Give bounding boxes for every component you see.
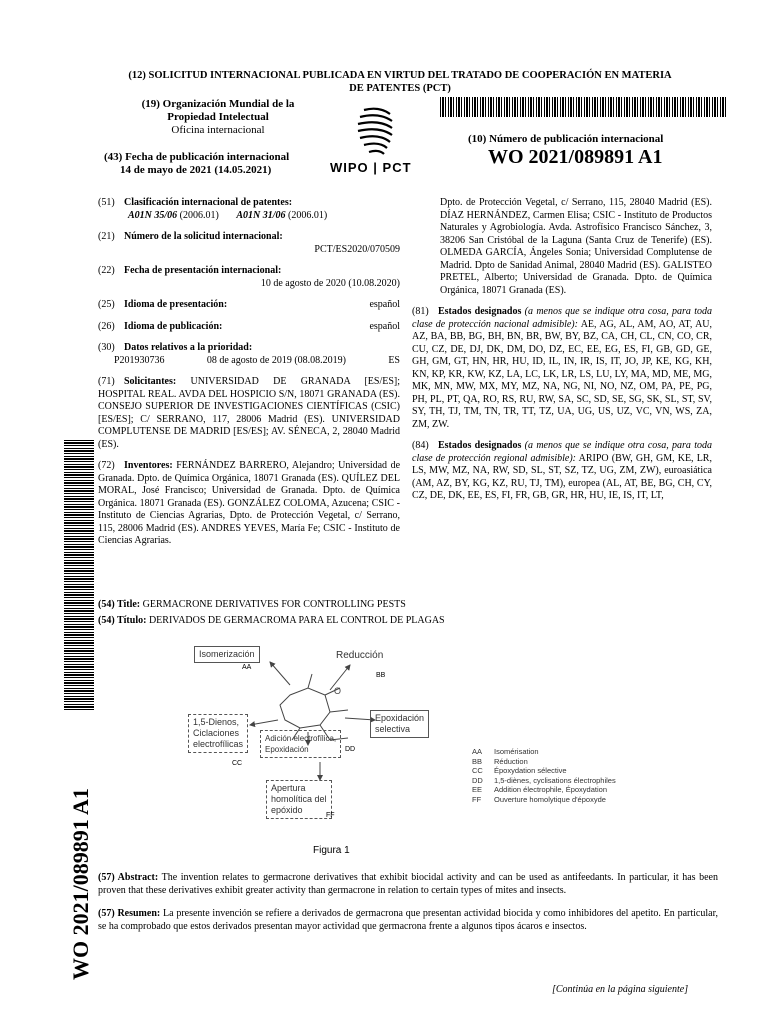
left-column xyxy=(98,197,400,557)
legend-item: FF Ouverture homolytique d'époxyde xyxy=(472,794,606,804)
inventors-continued: Dpto. de Protección Vegetal, c/ Serrano, 115, 28040 Madrid (ES). DÍAZ HERNÁNDEZ, Carmen Elisa; CSIC - Instituto de Productos Naturales y Agrobiología. Avda. Astrofísico Francisco Sánchez, 3, 38206 San Cristóbal de la Laguna (Santa Cruz de Tenerife) (ES). OLMEDA GARCÍA, Ángeles Sonia; Universidad Complutense de Madrid. Dpto de Sanidad Animal, 28040 Madrid (ES). GALISTEO PRETEL, Alberto; Universidad de Granada. Dpto. de Química Orgánica, 18071 Granada (ES). xyxy=(440,197,712,296)
pct-header-line2: DE PATENTES (PCT) xyxy=(349,83,451,94)
fig-code-ff: FF xyxy=(326,812,335,819)
field-51: (51) Clasificación internacional de patentes: A01N 35/06 (2006.01) A01N 31/06 (2006.01) xyxy=(98,197,328,221)
fig-code-cc: CC xyxy=(232,760,243,767)
org-num: (19) xyxy=(141,98,160,110)
fig-reduccion: Reducción xyxy=(336,650,384,661)
right-column xyxy=(412,197,712,512)
publication-barcode xyxy=(440,97,728,117)
fig-code-bb: BB xyxy=(376,672,386,679)
pubdate-value: 14 de mayo de 2021 (14.05.2021) xyxy=(120,164,272,176)
field-71: (71) Solicitantes: UNIVERSIDAD DE GRANADA [ES/ES]; HOSPITAL REAL. AVDA DEL HOSPICIO S/N, 18071 GRANADA (ES). CONSEJO SUPERIOR DE INVESTIGACIONES CIENTÍFICAS (CSIC) [ES/ES]; C/ SERRANO, 117, 28006 Madrid (ES). UNIVERSIDAD COMPLUTENSE DE MADRID [ES/ES]; AV. SÉNECA, 2, 28040 Madrid (ES). xyxy=(98,376,400,450)
continued-note: [Continúa en la página siguiente] xyxy=(552,984,689,995)
figure-legend xyxy=(472,747,616,804)
legend-item: EE Addition électrophile, Époxydation xyxy=(472,785,607,794)
pubnum-value: WO 2021/089891 A1 xyxy=(488,146,663,168)
abstract-es: (57) Resumen: La presente invención se refiere a derivados de germacrona que presentan actividad biocida y como inhibidores del apetito. En particular, se ha comprobado que estos derivados presentan mayor actividad que germacrona frente a algunos tipos ácaros e insectos. xyxy=(98,908,718,932)
field-30: (30) Datos relativos a la prioridad: P201930736 08 de agosto de 2019 (08.08.2019) ES xyxy=(98,342,400,366)
field-84: (84) Estados designados (a menos que se indique otra cosa, para toda clase de protección regional admisible): ARIPO (BW, GH, GM, KE, LR, LS, MW, MZ, NA, RW, SD, SL, ST, SZ, TZ, UG, ZM, ZW), euroasiática (AM, AZ, BY, KG, KZ, RU, TJ, TM), europea (AL, AT, BE, BG, CH, CY, CZ, DE, DK, EE, ES, FI, FR, GB, GR, HR, HU, IE, IS, IT, LT, xyxy=(412,440,712,501)
field-81: (81) Estados designados (a menos que se indique otra cosa, para toda clase de protección nacional admisible): AE, AG, AL, AM, AO, AT, AU, AZ, BA, BB, BG, BH, BN, BR, BW, BY, BZ, CA, CH, CL, CN, CO, CR, CU, CZ, DE, DJ, DK, DM, DO, DZ, EC, EE, EG, ES, FI, GB, GD, GE, GH, GM, GT, HN, HR, HU, ID, IL, IN, IR, IS, IT, JO, JP, KE, KG, KH, KN, KP, KR, KW, KZ, LA, LC, LK, LR, LS, LU, LY, MA, MD, ME, MG, MK, MN, MW, MX, MY, MZ, NA, NG, NI, NO, NZ, OM, PA, PE, PG, PH, PL, PT, QA, RO, RS, RU, RW, SA, SC, SD, SE, SG, SK, SL, ST, SV, SY, TH, TJ, TM, TN, TR, TT, TZ, UA, UG, US, UZ, VC, VN, WS, ZA, ZM, ZW. xyxy=(412,306,713,430)
org-line3: Oficina internacional xyxy=(171,124,265,136)
legend-item: BB Réduction xyxy=(472,756,528,766)
pubdate-label: (43) Fecha de publicación internacional xyxy=(104,151,290,163)
pct-header-line1: (12) SOLICITUD INTERNACIONAL PUBLICADA EN VIRTUD DEL TRATADO DE COOPERACIÓN EN MATERIA xyxy=(128,70,672,81)
pubnum-label: (10) Número de publicación internacional xyxy=(468,133,664,145)
field-26: (26) Idioma de publicación: español xyxy=(98,320,400,332)
fig-isomerizacion: Isomerización xyxy=(194,646,260,663)
figure-caption: Figura 1 xyxy=(313,845,350,856)
field-25: (25) Idioma de presentación: español xyxy=(98,299,400,310)
publication-date-block xyxy=(104,151,334,177)
organization-block xyxy=(118,98,318,137)
org-line2: Propiedad Intelectual xyxy=(167,111,269,123)
field-22: (22) Fecha de presentación internacional: 10 de agosto de 2020 (10.08.2020) xyxy=(98,265,400,289)
vertical-publication-number: WO 2021/089891 A1 xyxy=(68,788,93,980)
wipo-logo xyxy=(334,104,424,164)
fig-code-dd: DD xyxy=(345,746,356,753)
svg-text:O: O xyxy=(334,686,342,696)
fig-code-aa: AA xyxy=(242,664,252,671)
wipo-pct-wordmark: WIPO | PCT xyxy=(330,160,412,175)
abstract-en: (57) Abstract: The invention relates to germacrone derivatives that exhibit biocidal activity and can be used as antifeedants. In particular, it has been proven that these derivatives exhibit greater activity than germacrone in relation to certain types of mites and insects. xyxy=(98,872,718,896)
legend-item: AA Isomérisation xyxy=(472,747,539,756)
figure-1 xyxy=(180,640,470,840)
legend-item: DD 1,5-diènes, cyclisations électrophiles xyxy=(472,775,616,785)
vertical-barcode xyxy=(64,440,94,710)
field-72: (72) Inventores: FERNÁNDEZ BARRERO, Alejandro; Universidad de Granada. Dpto. de Química Orgánica, 18071 Granada (ES). QUÍLEZ DEL MORAL, José Francisco; Universidad de Granada. Dpto. de Química Orgánica. 18071 Granada (ES). GONZÁLEZ COLOMA, Azucena; CSIC - Instituto de Ciencias Agrarias, Dpto. de Protección Vegetal, c/ Serrano, 115, 28006 Madrid (ES). ANDRES YEVES, María Fe; CSIC - Instituto de Ciencias Agrarias. xyxy=(98,460,401,546)
fig-epoxidacion: Epoxidación selectiva xyxy=(370,710,429,738)
field-21: (21) Número de la solicitud internacional: PCT/ES2020/070509 xyxy=(98,231,400,255)
fig-dienos: 1,5-Dienos, Ciclaciones electrofílicas xyxy=(188,714,248,753)
title-en: (54) Title: GERMACRONE DERIVATIVES FOR CONTROLLING PESTS xyxy=(98,599,406,610)
fig-apertura: Apertura homolítica del epóxido xyxy=(266,780,332,819)
wipo-emblem-icon xyxy=(334,104,424,160)
org-line1: Organización Mundial de la xyxy=(162,98,295,110)
legend-item: CC Époxydation sélective xyxy=(472,766,567,775)
fig-adicion: Adición electrofílica, Epoxidación xyxy=(260,730,341,758)
title-es: (54) Título: DERIVADOS DE GERMACROMA PARA EL CONTROL DE PLAGAS xyxy=(98,615,445,626)
